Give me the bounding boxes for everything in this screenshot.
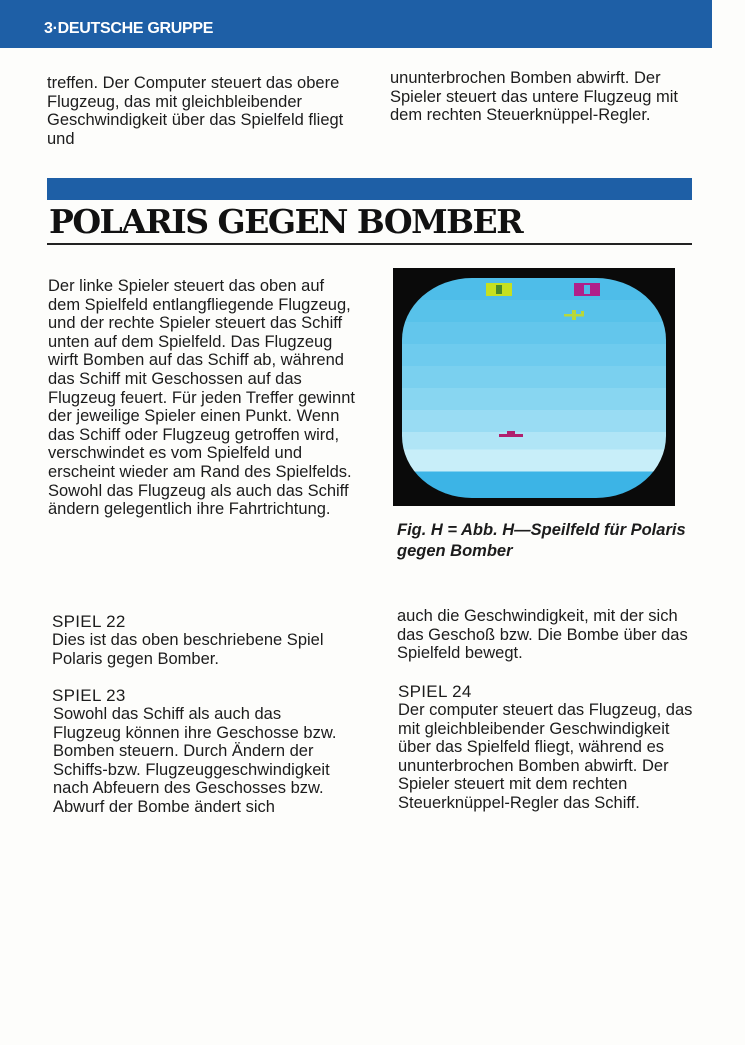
game-24-text: Der computer steuert das Flugzeug, das mit gleichbleibender Geschwindigkeit über das Spielfeld fliegt, während es ununterbrochen Bomben abwirft. Der Spieler steuert mit dem rechten Steuerknüppel-Regler das Schiff. (398, 701, 693, 812)
game-22-text: Dies ist das oben beschriebene Spiel Polaris gegen Bomber. (52, 631, 324, 668)
left-score-box (486, 283, 512, 296)
right-score-box (574, 283, 600, 296)
game-screenshot (393, 268, 675, 506)
figure-caption: Fig. H = Abb. H—Speilfeld für Polaris gegen Bomber (397, 521, 686, 560)
title-rule (47, 243, 692, 245)
section-band (47, 178, 692, 200)
game-23-text: Sowohl das Schiff als auch das Flugzeug können ihre Geschosse bzw. Bomben steuern. Durch Ändern der Schiffs-bzw. Flugzeuggeschwindigkeit nach Abfeuern des Geschosses bzw. Abwurf der Bombe ändert sich (53, 705, 337, 816)
game-playfield (402, 278, 666, 498)
section-title: POLARIS GEGEN BOMBER (49, 202, 523, 241)
top-left-paragraph: treffen. Der Computer steuert das obere Flugzeug, das mit gleichbleibender Geschwindigkeit über das Spielfeld fliegt und (47, 74, 344, 148)
polaris-ship-icon (499, 430, 523, 439)
intro-paragraph: Der linke Spieler steuert das oben auf dem Spielfeld entlangfliegende Flugzeug, und der rechte Spieler steuert das Schiff unten auf dem Spielfeld. Das Flugzeug wirft Bomben auf das Schiff ab, während das Schiff mit Geschossen auf das Flugzeug feuert. Für jeden Treffer gewinnt der jeweilige Spieler einen Punkt. Wenn das Schiff oder Flugzeug getroffen wird, verschwindet es vom Spielfeld und erscheint wieder am Rand des Spielfelds. Sowohl das Flugzeug als auch das Schiff ändern gelegentlich ihre Fahrtrichtung. (48, 277, 355, 519)
top-right-paragraph: ununterbrochen Bomben abwirft. Der Spieler steuert das untere Flugzeug mit dem rechten Steuerknüppel-Regler. (390, 69, 678, 125)
game-23-heading: SPIEL 23 (52, 686, 126, 705)
bomber-plane-icon (562, 310, 586, 320)
game-24-heading: SPIEL 24 (398, 682, 472, 701)
game-22-heading: SPIEL 22 (52, 612, 126, 631)
game-23-continuation: auch die Geschwindigkeit, mit der sich das Geschoß bzw. Die Bombe über das Spielfeld bewegt. (397, 607, 688, 663)
section-header-label: 3·DEUTSCHE GRUPPE (44, 20, 214, 37)
